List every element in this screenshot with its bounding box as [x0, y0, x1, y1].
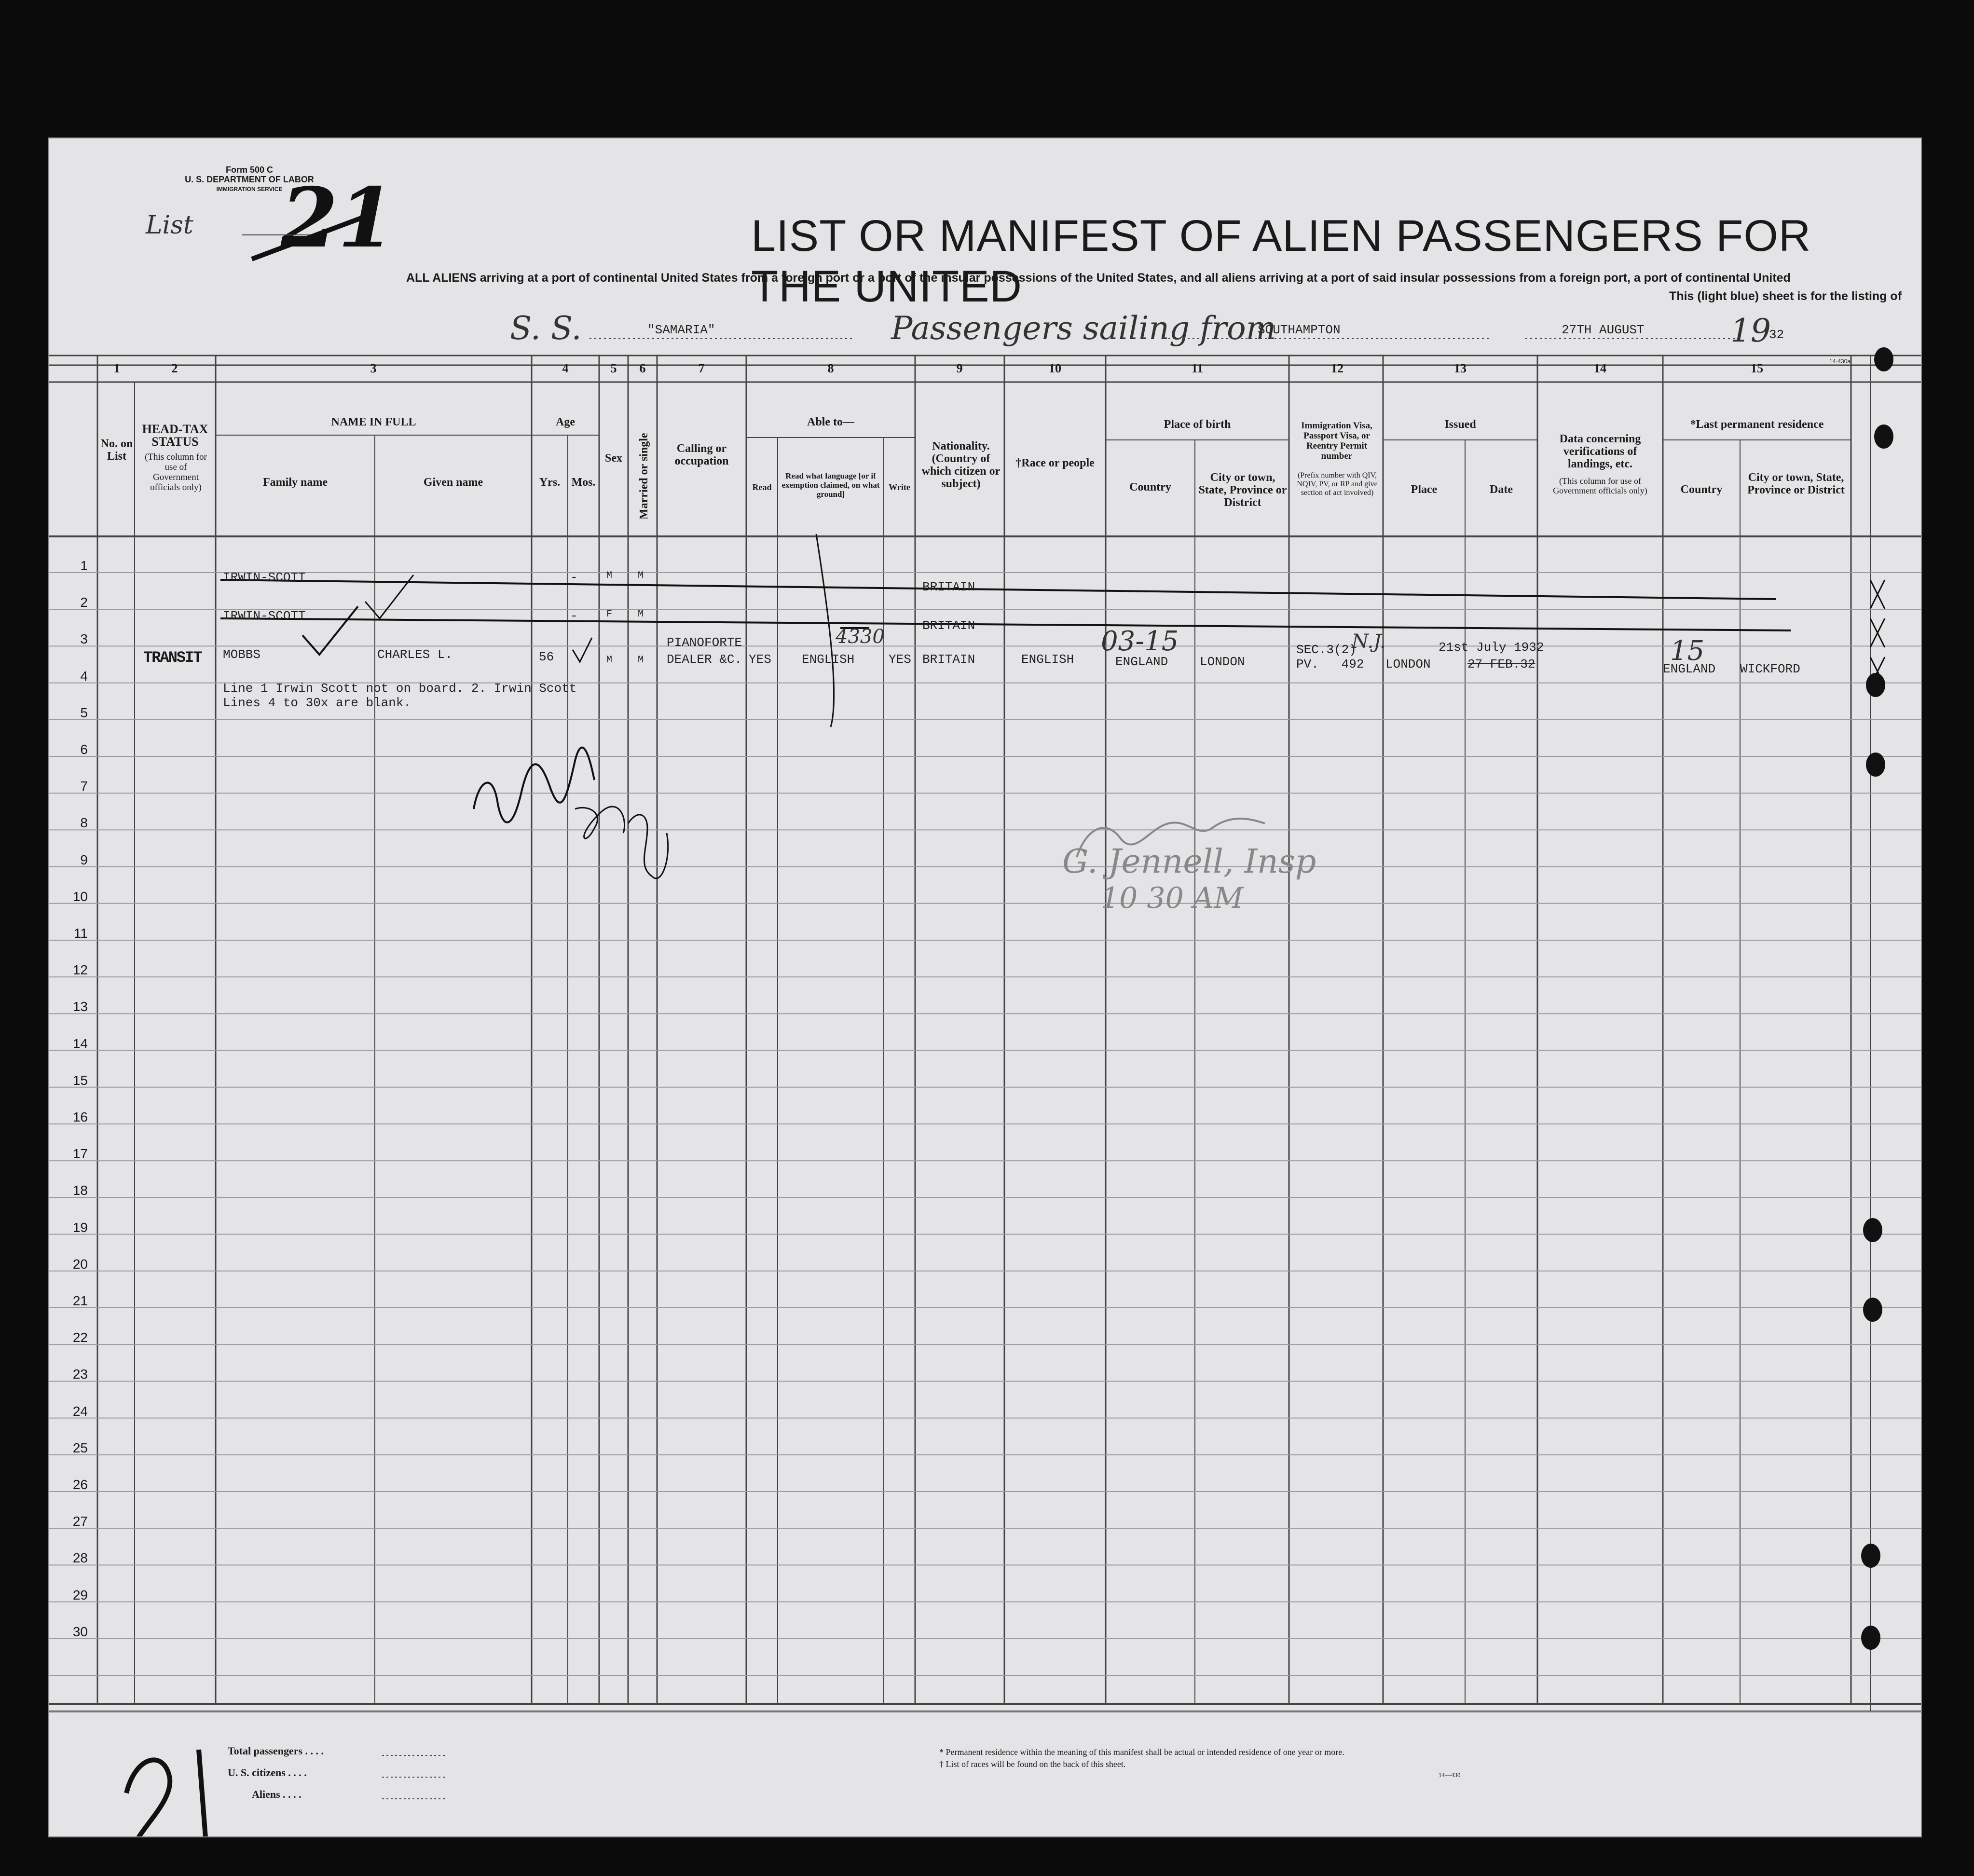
- row-number: 7: [80, 779, 88, 794]
- row3-res-city: WICKFORD: [1740, 662, 1800, 676]
- row2-sex: F: [606, 609, 613, 620]
- hdr-verification: Data concerning verifications of landings, etc.: [1559, 433, 1641, 470]
- handwritten-code-1: 03-15: [1101, 626, 1179, 657]
- hdr-family-name: Family name: [263, 476, 328, 489]
- row-number: 19: [72, 1219, 88, 1235]
- col-num-1: 1: [113, 361, 120, 375]
- hdr-read-language: Read what language [or if exemption claimed, on what ground]: [781, 471, 880, 499]
- row3-race: ENGLISH: [1021, 652, 1074, 667]
- col-num-8: 8: [827, 361, 834, 375]
- sheet-code: 14-430a: [1829, 358, 1851, 365]
- hdr-age: Age: [556, 416, 575, 428]
- hdr-nationality: Nationality. (Country of which citizen or subject): [921, 440, 1001, 490]
- col-num-14: 14: [1594, 361, 1606, 375]
- row2-age: -: [570, 609, 578, 623]
- col-num-6: 6: [639, 361, 646, 375]
- handwritten-inspector: G. Jennell, Insp: [1062, 843, 1316, 881]
- year-prefix: 19: [1730, 312, 1771, 349]
- hdr-write: Write: [889, 482, 910, 492]
- row-number: 13: [72, 999, 88, 1014]
- row-number: 8: [80, 815, 88, 831]
- row3-read: YES: [749, 652, 771, 667]
- intro-line-1: ALL ALIENS arriving at a port of continental United States from a foreign port or a port of the insular possessions of the United States, and all aliens arriving at a port of said insular possessions from a foreign port, a port of continental United: [406, 271, 1791, 285]
- manifest-sheet: [48, 137, 1922, 1837]
- ss-label: S. S.: [510, 310, 582, 347]
- row3-occupation-2: DEALER &C.: [667, 652, 742, 667]
- hdr-birth-country: Country: [1129, 481, 1171, 493]
- row-number: 1: [80, 558, 88, 573]
- us-citizens-label: U. S. citizens . . . .: [228, 1766, 307, 1779]
- service: IMMIGRATION SERVICE: [216, 186, 283, 192]
- hdr-read: Read: [752, 482, 772, 492]
- row-number: 18: [72, 1183, 88, 1198]
- row3-write: YES: [889, 652, 911, 667]
- hdr-no-on-list: No. on List: [100, 438, 133, 463]
- row1-family: IRWIN-SCOTT: [223, 570, 306, 585]
- hdr-last-residence: *Last permanent residence: [1690, 418, 1824, 431]
- row-number: 11: [73, 926, 88, 941]
- col-num-15: 15: [1751, 361, 1763, 375]
- row-number: 26: [72, 1477, 88, 1492]
- row3-visa-2: PV. 492: [1296, 657, 1364, 671]
- punch-hole: [1861, 1544, 1880, 1568]
- row-number: 2: [80, 595, 88, 610]
- note-line-2: Lines 4 to 30x are blank.: [223, 696, 411, 710]
- hdr-res-country: Country: [1680, 483, 1723, 496]
- row1-age: -: [570, 570, 578, 585]
- year-suffix: 32: [1769, 328, 1784, 342]
- hdr-issued-date: Date: [1490, 483, 1513, 496]
- hdr-sex: Sex: [605, 452, 622, 465]
- row3-family: MOBBS: [223, 647, 261, 662]
- row-number: 15: [72, 1072, 88, 1088]
- hdr-visa: Immigration Visa, Passport Visa, or Reentry Permit number: [1301, 421, 1372, 461]
- row-number: 17: [72, 1146, 88, 1162]
- row-number: 10: [72, 889, 88, 904]
- row-number: 14: [72, 1036, 88, 1051]
- hdr-yrs: Yrs.: [539, 476, 561, 489]
- col-num-11: 11: [1191, 361, 1204, 375]
- footnote-residence: * Permanent residence within the meaning of this manifest shall be actual or intended residence of one year or more.: [939, 1747, 1344, 1757]
- hdr-given-name: Given name: [423, 476, 483, 489]
- row-number: 28: [72, 1550, 88, 1566]
- row1-nationality: BRITAIN: [922, 580, 975, 594]
- list-number-handwritten: 21: [281, 170, 395, 266]
- hdr-race: †Race or people: [1015, 457, 1095, 469]
- row3-visa-1: SEC.3(2): [1296, 643, 1357, 657]
- hdr-issued-place: Place: [1411, 483, 1438, 496]
- punch-hole: [1863, 1298, 1882, 1322]
- punch-hole: [1866, 753, 1885, 777]
- row3-language: ENGLISH: [802, 652, 855, 667]
- row2-married: M: [638, 609, 644, 620]
- punch-hole: [1866, 673, 1885, 697]
- row3-given: CHARLES L.: [377, 647, 453, 662]
- hdr-name-in-full: NAME IN FULL: [331, 416, 416, 428]
- hdr-able-to: Able to—: [807, 416, 854, 428]
- row-number: 12: [72, 962, 88, 978]
- punch-hole: [1874, 424, 1893, 449]
- hdr-issued: Issued: [1444, 418, 1476, 431]
- row-number: 23: [72, 1367, 88, 1382]
- col-num-9: 9: [956, 361, 963, 375]
- row-number: 3: [80, 631, 88, 647]
- table-grid: [49, 138, 1921, 1836]
- footnote-code: 14—430: [1439, 1771, 1461, 1779]
- row3-issued-date-2: 27 FEB.32: [1467, 657, 1535, 671]
- row3-sex: M: [606, 655, 613, 666]
- hdr-place-of-birth: Place of birth: [1164, 418, 1231, 431]
- manifest-title: LIST OR MANIFEST OF ALIEN PASSENGERS FOR THE UNITED: [751, 211, 1811, 311]
- row3-age: 56: [539, 650, 554, 664]
- row3-issued-date-1: 21st July 1932: [1439, 640, 1544, 655]
- hdr-verification-note: (This column for use of Government officials only): [1553, 476, 1647, 495]
- hdr-head-tax: HEAD-TAX STATUS: [142, 422, 208, 449]
- row-number: 9: [80, 852, 88, 867]
- note-line-1: Line 1 Irwin Scott not on board. 2. Irwin Scott: [223, 681, 577, 696]
- row-number: 27: [72, 1514, 88, 1529]
- row-number: 25: [72, 1440, 88, 1455]
- col-num-5: 5: [610, 361, 617, 375]
- ship-name: "SAMARIA": [647, 323, 715, 337]
- row3-issued-place: LONDON: [1385, 657, 1431, 671]
- col-num-2: 2: [171, 361, 178, 375]
- form-number: Form 500 C: [225, 165, 274, 175]
- port-name: SOUTHAMPTON: [1258, 323, 1341, 337]
- total-passengers-label: Total passengers . . . .: [228, 1745, 324, 1757]
- hdr-mos: Mos.: [571, 476, 596, 489]
- handwritten-time: 10 30 AM: [1101, 881, 1244, 915]
- col-num-4: 4: [562, 361, 569, 375]
- punch-hole: [1863, 1218, 1882, 1242]
- col-num-7: 7: [698, 361, 705, 375]
- row3-birth-city: LONDON: [1200, 655, 1245, 669]
- sailing-date: 27TH AUGUST: [1562, 323, 1645, 337]
- hdr-birth-city: City or town, State, Province or District: [1198, 471, 1287, 509]
- col-num-10: 10: [1049, 361, 1061, 375]
- row2-nationality: BRITAIN: [922, 618, 975, 633]
- hdr-res-city: City or town, State, Province or District: [1747, 471, 1845, 496]
- footnote-races: † List of races will be found on the back of this sheet.: [939, 1759, 1126, 1769]
- hdr-married: Married or single: [638, 433, 650, 520]
- row-number: 5: [80, 705, 88, 720]
- row-number: 24: [72, 1403, 88, 1419]
- punch-hole: [1861, 1626, 1880, 1650]
- row3-married: M: [638, 655, 644, 666]
- department: U. S. DEPARTMENT OF LABOR: [185, 175, 314, 184]
- row-number: 30: [72, 1624, 88, 1639]
- row-number: 4: [80, 668, 88, 684]
- row3-head-tax-stamp: TRANSIT: [143, 649, 202, 667]
- row-number: 20: [72, 1256, 88, 1272]
- row1-married: M: [638, 570, 644, 581]
- row3-res-country: ENGLAND: [1663, 662, 1716, 676]
- row3-birth-country: ENGLAND: [1115, 655, 1168, 669]
- row2-family: IRWIN-SCOTT: [223, 609, 306, 623]
- hdr-calling: Calling or occupation: [674, 442, 729, 467]
- col-num-3: 3: [370, 361, 377, 375]
- intro-line-2: This (light blue) sheet is for the listing of: [1669, 289, 1902, 303]
- handwritten-nj: N.J.: [1352, 630, 1386, 653]
- row1-sex: M: [606, 570, 613, 581]
- row-number: 29: [72, 1587, 88, 1602]
- row3-occupation-1: PIANOFORTE: [667, 635, 742, 650]
- row-number: 6: [80, 742, 88, 757]
- row-number: 21: [72, 1293, 88, 1308]
- hdr-visa-note: (Prefix number with QIV, NQIV, PV, or RP and give section of act involved): [1297, 471, 1378, 497]
- row-number: 16: [72, 1109, 88, 1124]
- col-num-12: 12: [1331, 361, 1343, 375]
- handwritten-code-3: 15: [1670, 635, 1705, 667]
- col-num-13: 13: [1454, 361, 1467, 375]
- hdr-head-tax-note: (This column for use of Government officials only): [145, 452, 207, 493]
- sailing-label: Passengers sailing from: [891, 310, 1276, 347]
- punch-hole: [1874, 347, 1893, 371]
- row-number: 22: [72, 1330, 88, 1345]
- aliens-label: Aliens . . . .: [252, 1788, 302, 1800]
- list-label: List: [146, 211, 193, 240]
- handwritten-code-2: 4330: [836, 626, 885, 648]
- row3-nationality: BRITAIN: [922, 652, 975, 667]
